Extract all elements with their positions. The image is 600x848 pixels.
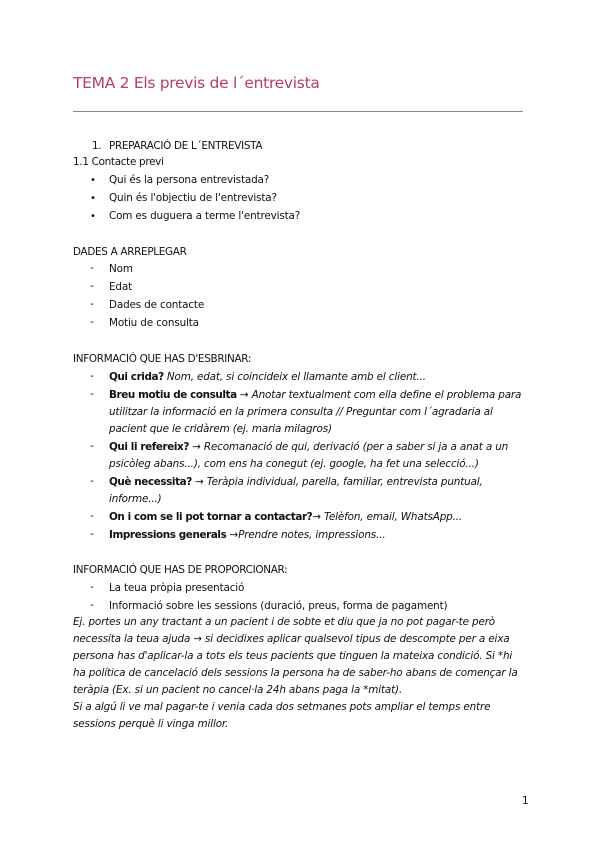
dash-marker: - <box>90 440 94 452</box>
list-item: Edat <box>109 281 133 293</box>
paragraph-line: necessita la teua ajuda → si decidixes aplicar qualsevol tipus de descompte per a eixa <box>73 633 510 645</box>
list-item: Motiu de consulta <box>109 317 199 329</box>
page-number: 1 <box>522 795 529 807</box>
title-divider <box>73 111 523 112</box>
proporcionar-heading: INFORMACIÓ QUE HAS DE PROPORCIONAR: <box>73 564 288 576</box>
section-number: 1. <box>92 140 102 152</box>
list-item-continuation: pacient que le cridàrem (ej. maria milagros) <box>109 423 332 435</box>
subsection-heading: 1.1 Contacte previ <box>73 156 164 168</box>
list-item: Nom <box>109 263 133 275</box>
bullet-icon: • <box>90 193 96 204</box>
paragraph-line: Si a algú li ve mal pagar-te i venia cada dos setmanes pots ampliar el temps entre <box>73 701 491 713</box>
dash-marker: - <box>90 316 94 328</box>
list-item: Com es duguera a terme l'entrevista? <box>109 210 301 222</box>
list-item: Què necessita? → Teràpia individual, parella, familiar, entrevista puntual, <box>109 476 483 488</box>
dash-marker: - <box>90 475 94 487</box>
bullet-icon: • <box>90 211 96 222</box>
list-item: Impressions generals →Prendre notes, impressions... <box>109 529 386 541</box>
dash-marker: - <box>90 280 94 292</box>
paragraph-line: persona has d'aplicar-la a tots els teus pacients que tinguen la mateixa condició. Si *hi <box>73 650 513 662</box>
list-item: Breu motiu de consulta → Anotar textualment com ella define el problema para <box>109 389 522 401</box>
section-heading: PREPARACIÓ DE L´ENTREVISTA <box>109 140 263 152</box>
dash-marker: - <box>90 370 94 382</box>
dades-heading: DADES A ARREPLEGAR <box>73 246 187 258</box>
list-item-continuation: utilitzar la informació en la primera consulta // Preguntar com l´agradaria al <box>109 406 493 418</box>
dash-marker: - <box>90 262 94 274</box>
paragraph-line: teràpia (Ex. si un pacient no cancel·la 24h abans paga la *mitat). <box>73 684 403 696</box>
paragraph-line: sessions perquè li vinga millor. <box>73 718 229 730</box>
page-title: TEMA 2 Els previs de l´entrevista <box>73 74 320 92</box>
list-item: Qui crida? Nom, edat, si coincideix el llamante amb el client... <box>109 371 426 383</box>
dash-marker: - <box>90 581 94 593</box>
list-item: Dades de contacte <box>109 299 205 311</box>
dash-marker: - <box>90 510 94 522</box>
dash-marker: - <box>90 528 94 540</box>
list-item-continuation: informe...) <box>109 493 162 505</box>
paragraph-line: Ej. portes un any tractant a un pacient i de sobte et diu que ja no pot pagar-te però <box>73 616 496 628</box>
list-item: Quin és l'objectiu de l'entrevista? <box>109 192 277 204</box>
dash-marker: - <box>90 388 94 400</box>
list-item: La teua pròpia presentació <box>109 582 245 594</box>
esbrinar-heading: INFORMACIÓ QUE HAS D'ESBRINAR: <box>73 353 252 365</box>
list-item: On i com se li pot tornar a contactar?→ Telèfon, email, WhatsApp... <box>109 511 463 523</box>
list-item: Informació sobre les sessions (duració, preus, forma de pagament) <box>109 600 448 612</box>
dash-marker: - <box>90 599 94 611</box>
paragraph-line: ha política de cancelació dels sessions la persona ha de saber-ho abans de començar la <box>73 667 518 679</box>
example-paragraph <box>73 614 533 733</box>
list-item-continuation: psicòleg abans...), com ens ha conegut (ej. google, ha fet una selecció...) <box>109 458 479 470</box>
dash-marker: - <box>90 298 94 310</box>
bullet-icon: • <box>90 175 96 186</box>
list-item: Qui li refereix? → Recomanació de qui, derivació (per a saber si ja a anat a un <box>109 441 509 453</box>
list-item: Qui és la persona entrevistada? <box>109 174 270 186</box>
